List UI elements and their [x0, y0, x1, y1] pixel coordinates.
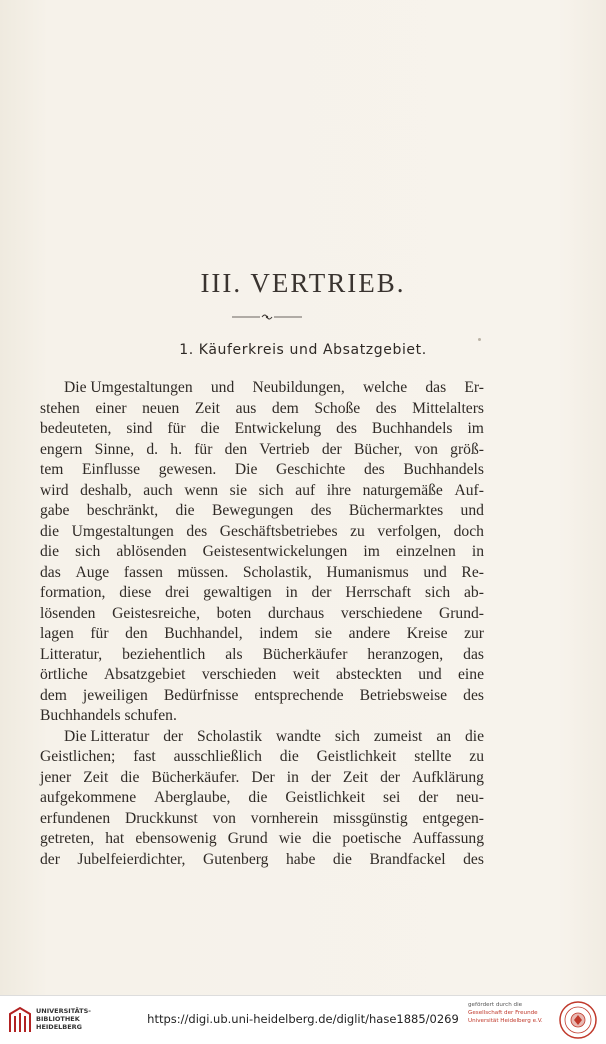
text-word: in [471, 543, 484, 560]
text-word: getreten, [40, 830, 95, 847]
text-word: sich [75, 543, 101, 560]
text-word: die [332, 850, 352, 868]
text-word: und [423, 563, 447, 581]
text-word: Geistesentwickelungen [202, 543, 348, 560]
sponsor-line: Gesellschaft der Freunde [468, 1010, 538, 1016]
text-word: absteckten [336, 666, 402, 683]
text-word: wird [40, 481, 69, 499]
text-line [40, 686, 484, 707]
text-word: die [175, 502, 195, 519]
text-line [40, 809, 484, 830]
text-word: sie [229, 481, 247, 499]
text-word: Buchhandel, [164, 625, 243, 642]
text-word: jeweiligen [82, 686, 148, 704]
text-line [40, 768, 484, 789]
text-word: für [90, 625, 109, 642]
text-word: ablösenden [116, 543, 187, 560]
text-word: verschieden [201, 666, 277, 683]
text-word: doch [453, 522, 484, 540]
text-word: das [425, 379, 447, 396]
text-word: zur [464, 625, 484, 642]
text-word: Entwickelung [234, 420, 322, 437]
text-word: Umgestaltungen [71, 522, 174, 540]
text-word: beschränkt, [86, 502, 159, 519]
text-word: beziehentlich [122, 645, 206, 663]
sponsor-note [468, 1001, 554, 1025]
text-word: habe [285, 850, 316, 868]
text-word: Geistlichkeit [316, 748, 397, 765]
text-word: des [336, 420, 357, 437]
text-word: örtliche [40, 666, 88, 683]
text-word: eine [458, 666, 484, 683]
text-word: vornherein [250, 809, 319, 827]
text-word: Brandfackel [369, 850, 446, 868]
text-word: lagen [40, 625, 74, 642]
text-word: poetische [342, 830, 402, 847]
text-line [40, 522, 484, 543]
text-word: sich [258, 481, 284, 499]
text-word: der [310, 768, 331, 786]
text-word: und [418, 666, 442, 683]
text-word: durchaus [267, 604, 325, 622]
text-word: naturgemäße [362, 481, 443, 499]
text-line [40, 829, 484, 850]
text-word: Einflusse [82, 461, 141, 478]
text-word: entgegen- [422, 809, 484, 827]
text-line [40, 706, 484, 727]
text-word: Bücherkäufer [262, 645, 348, 663]
text-word: auf [295, 481, 316, 499]
text-word: Schoße [314, 399, 361, 417]
text-word: Geistlichkeit [285, 789, 366, 806]
text-word: des [463, 686, 484, 704]
text-word: der [311, 584, 332, 601]
text-word: in [286, 768, 299, 786]
text-word: müssen. [177, 563, 229, 581]
text-word: jener [40, 768, 72, 786]
text-word: Die Umgestaltungen [64, 379, 193, 396]
text-line [40, 542, 484, 563]
text-line [40, 788, 484, 809]
text-word: die [120, 768, 140, 786]
text-word: des [363, 461, 385, 478]
text-word: des [375, 399, 397, 417]
text-word: heranzogen, [367, 645, 444, 663]
text-word: des [463, 850, 484, 868]
text-word: Re- [461, 563, 484, 581]
text-word: weit [292, 666, 320, 683]
text-word: des [186, 522, 208, 540]
text-line [40, 481, 484, 502]
text-word: entsprechende [254, 686, 344, 704]
text-word: fast [133, 748, 156, 765]
text-word: indem [259, 625, 299, 642]
text-word: Gutenberg [202, 850, 269, 868]
text-word: zu [469, 748, 484, 765]
text-word: dem [271, 399, 299, 417]
text-word: die [464, 727, 484, 745]
text-word: fassen [123, 563, 163, 581]
text-word: an [436, 727, 452, 745]
text-word: Humanismus [326, 563, 409, 581]
chapter-title: III. VERTRIEB. [200, 268, 406, 298]
text-line [40, 583, 484, 604]
text-word: Absatzgebiet [104, 666, 186, 683]
footer-bar [0, 995, 606, 1044]
text-line [40, 563, 484, 584]
text-word: erfundenen [40, 809, 111, 827]
text-word: Er- [464, 379, 484, 396]
text-word: Auffassung [412, 830, 484, 847]
text-word: der [321, 440, 342, 458]
text-line [40, 399, 484, 420]
text-word: ausschließlich [173, 748, 262, 765]
text-word: Betriebsweise [359, 686, 448, 704]
text-line [40, 747, 484, 768]
text-word: den [224, 440, 248, 458]
text-word: von [212, 809, 236, 827]
text-line [40, 665, 484, 686]
text-word: zu [350, 522, 365, 540]
text-word: aufgekommene [40, 789, 137, 806]
text-word: neu- [456, 789, 484, 806]
text-line [40, 850, 484, 871]
text-word: der [40, 850, 60, 868]
text-word: Grund- [438, 604, 484, 622]
text-word: und [210, 379, 235, 396]
library-name-line: HEIDELBERG [36, 1023, 83, 1031]
text-word: Bewegungen [211, 502, 294, 519]
text-word: deshalb, [80, 481, 132, 499]
text-line [40, 378, 484, 399]
library-name-line: BIBLIOTHEK [36, 1015, 80, 1023]
text-word: in [285, 584, 298, 601]
text-word: gewesen. [158, 461, 217, 478]
text-word: Geschichte [276, 461, 346, 478]
text-word: das [40, 563, 61, 581]
text-word: auch [143, 481, 173, 499]
text-word: tem [40, 461, 64, 478]
text-word: und [460, 502, 484, 519]
permalink-url[interactable]: https://digi.ub.uni-heidelberg.de/diglit/hase1885/0269 [147, 1012, 459, 1026]
scan-speck [478, 338, 481, 341]
text-word: Auge [75, 563, 110, 581]
text-word: neuen [142, 399, 180, 417]
text-word: Bedürfnisse [163, 686, 239, 704]
ornament-divider [232, 312, 302, 322]
text-word: Zeit [342, 768, 369, 786]
text-word: die [248, 789, 268, 806]
text-word: die [200, 420, 220, 437]
text-word: lösenden [40, 604, 96, 622]
text-word: sind [126, 420, 153, 437]
text-word: ab- [463, 584, 484, 601]
text-word: der [418, 789, 439, 806]
text-word: größ- [450, 440, 484, 458]
text-word: das [463, 645, 484, 663]
text-word: diese [119, 584, 152, 601]
text-word: die [279, 748, 299, 765]
university-seal-icon [558, 1000, 598, 1040]
text-word: Jubelfeierdichter, [77, 850, 186, 868]
sponsor-line: gefördert durch die [468, 1002, 523, 1008]
text-word: Grund [227, 830, 268, 847]
text-word: verschiedene [340, 604, 423, 622]
text-word: Büchermarktes [348, 502, 444, 519]
text-word: gewaltigen [203, 584, 272, 601]
text-word: Zeit [83, 768, 109, 786]
text-word: Geschäftsbetriebes [219, 522, 338, 540]
section-heading: 1. Käuferkreis und Absatzgebiet. [179, 342, 427, 358]
text-word: die [40, 543, 60, 560]
text-line [40, 604, 484, 625]
text-word: Mittelalters [412, 399, 484, 417]
text-word: welche [362, 379, 408, 396]
text-word: Aberglaube, [154, 789, 231, 806]
text-line [40, 624, 484, 645]
body-text [40, 378, 484, 870]
text-word: für [194, 440, 213, 458]
text-word: Die [234, 461, 258, 478]
text-word: stellte [414, 748, 452, 765]
text-line [40, 419, 484, 440]
text-word: zumeist [373, 727, 423, 745]
text-line [40, 727, 484, 748]
text-word: ebensowenig [135, 830, 217, 847]
text-word: Kreise [406, 625, 448, 642]
text-word: Der [251, 768, 275, 786]
text-word: Die Litteratur [64, 727, 150, 745]
text-word: boten [216, 604, 252, 622]
text-word: einzelnen [396, 543, 456, 560]
text-word: Geistesreiche, [112, 604, 200, 622]
text-word: gabe [40, 502, 70, 519]
text-word: ihre [326, 481, 352, 499]
text-line [40, 645, 484, 666]
text-word: wandte [275, 727, 321, 745]
text-line [40, 460, 484, 481]
text-word: Buchhandels schufen. [40, 707, 177, 724]
text-word: sich [334, 727, 360, 745]
text-word: für [167, 420, 186, 437]
text-word: dem [40, 686, 67, 704]
text-word: Litteratur, [40, 645, 103, 663]
text-word: im [363, 543, 380, 560]
library-name-line: UNIVERSITÄTS- [36, 1007, 91, 1015]
text-word: drei [165, 584, 190, 601]
text-word: Sinne, [94, 440, 135, 458]
text-word: Bücherkäufer. [151, 768, 240, 786]
text-word: der [380, 768, 400, 786]
text-word: wie [278, 830, 302, 847]
text-word: h. [170, 440, 182, 458]
text-word: Buchhandels [403, 461, 484, 478]
text-word: Druckkunst [124, 809, 198, 827]
text-word: Scholastik, [242, 563, 312, 581]
text-word: missgünstig [333, 809, 408, 827]
text-word: Scholastik [197, 727, 263, 745]
text-word: Bücher, [354, 440, 403, 458]
text-word: Zeit [194, 399, 221, 417]
text-word: wenn [184, 481, 219, 499]
text-word: hat [105, 830, 125, 847]
text-word: Auf- [454, 481, 484, 499]
text-word: Vertrieb [259, 440, 310, 458]
text-word: des [310, 502, 332, 519]
text-word: aus [235, 399, 257, 417]
text-word: bedeuteten, [40, 420, 112, 437]
text-word: sei [383, 789, 401, 806]
text-word: einer [95, 399, 127, 417]
text-word: den [125, 625, 148, 642]
text-word: als [225, 645, 243, 663]
sponsor-line: Universität Heidelberg e.V. [468, 1018, 543, 1024]
text-word: andere [348, 625, 391, 642]
text-word: sich [425, 584, 451, 601]
text-word: der [163, 727, 184, 745]
text-word: d. [146, 440, 159, 458]
text-word: Geistlichen; [40, 748, 116, 765]
text-word: Buchhandels [371, 420, 453, 437]
text-word: im [467, 420, 484, 437]
text-word: die [40, 522, 60, 540]
text-word: von [414, 440, 438, 458]
text-word: sie [314, 625, 333, 642]
text-word: Herrschaft [345, 584, 412, 601]
text-line [40, 501, 484, 522]
text-word: stehen [40, 399, 80, 417]
text-line [40, 440, 484, 461]
text-word: die [312, 830, 332, 847]
text-word: engern [40, 440, 83, 458]
text-word: Aufklärung [412, 768, 484, 786]
text-word: Neubildungen, [252, 379, 345, 396]
text-word: formation, [40, 584, 106, 601]
text-word: verfolgen, [377, 522, 442, 540]
